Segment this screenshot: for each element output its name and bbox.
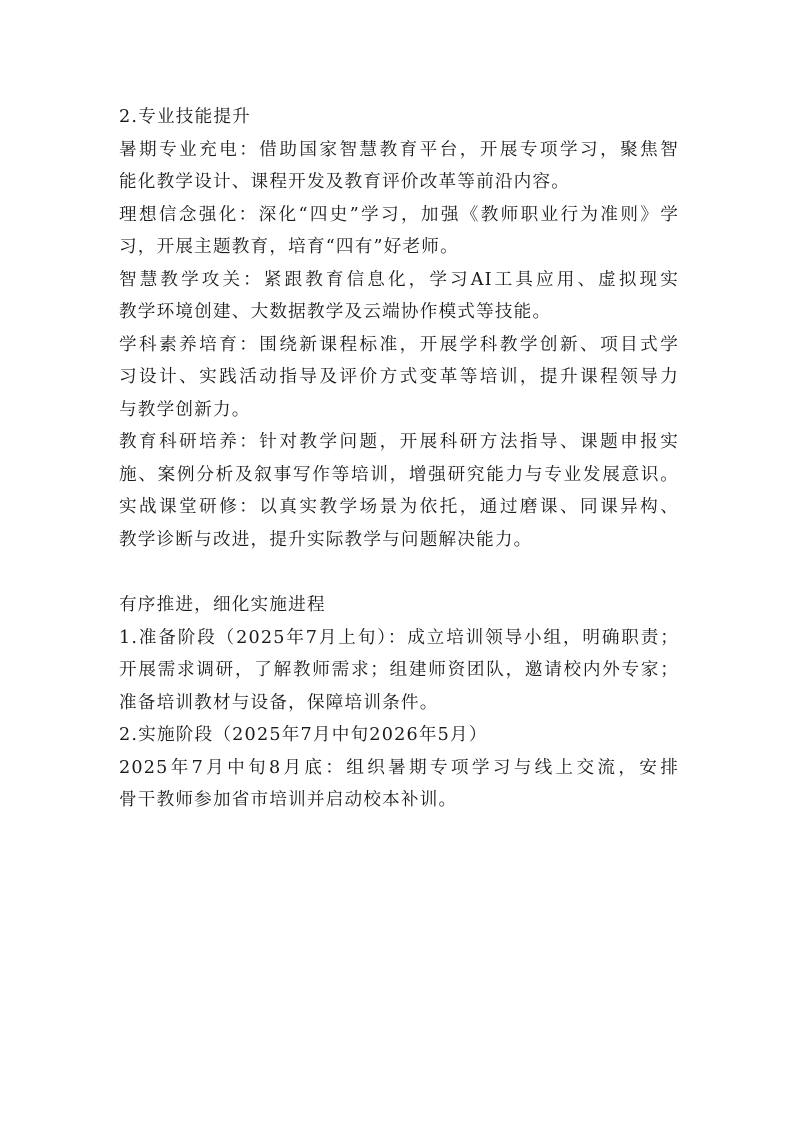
paragraph-line: 习，开展主题教育，培育“四有”好老师。 [119, 237, 459, 257]
paragraph-line: 理想信念强化：深化“四史”学习，加强《教师职业行为准则》学 [119, 204, 679, 225]
paragraph-research [119, 426, 679, 491]
blank-line [119, 556, 679, 589]
paragraph-line: 施、案例分析及叙事写作等培训，增强研究能力与专业发展意识。 [119, 464, 679, 485]
paragraph-line: 习设计、实践活动指导及评价方式变革等培训，提升课程领导力 [119, 367, 679, 387]
paragraph-line: 能化教学设计、课程开发及教育评价改革等前沿内容。 [119, 172, 571, 192]
paragraph-line: 实战课堂研修：以真实教学场景为依托，通过磨课、同课异构、 [119, 497, 679, 517]
paragraph-line: 智慧教学攻关：紧跟教育信息化，学习AI工具应用、虚拟现实 [119, 269, 679, 290]
paragraph-summer-study [119, 134, 679, 199]
paragraph-line: 1.准备阶段（2025年7月上旬）：成立培训领导小组，明确职责； [119, 627, 679, 648]
document-page [119, 101, 679, 817]
paragraph-line: 骨干教师参加省市培训并启动校本补训。 [119, 790, 458, 810]
paragraph-line: 与教学创新力。 [119, 399, 251, 420]
paragraph-implementation-stage [119, 719, 679, 752]
paragraph-line: 暑期专业充电：借助国家智慧教育平台，开展专项学习，聚焦智 [119, 139, 679, 160]
paragraph-line: 准备培训教材与设备，保障培训条件。 [119, 692, 439, 713]
paragraph-line: 2025年7月中旬8月底：组织暑期专项学习与线上交流，安排 [119, 757, 679, 778]
paragraph-smart-teaching [119, 264, 679, 329]
paragraph-line: 教育科研培养：针对教学问题，开展科研方法指导、课题申报实 [119, 432, 679, 452]
paragraph-line: 开展需求调研，了解教师需求；组建师资团队，邀请校内外专家； [119, 660, 679, 680]
paragraph-subject-literacy [119, 329, 679, 427]
paragraph-line: 2.实施阶段（2025年7月中旬2026年5月） [119, 725, 488, 745]
section-heading-implementation: 有序推进，细化实施进程 [119, 595, 326, 615]
paragraph-line: 教学诊断与改进，提升实际教学与问题解决能力。 [119, 529, 533, 550]
paragraph-summer-schedule [119, 752, 679, 817]
paragraph-line: 教学环境创建、大数据教学及云端协作模式等技能。 [119, 302, 552, 322]
paragraph-ideals [119, 199, 679, 264]
paragraph-preparation-stage [119, 622, 679, 720]
paragraph-classroom-practice [119, 491, 679, 556]
paragraph-line: 学科素养培育：围绕新课程标准，开展学科教学创新、项目式学 [119, 334, 679, 355]
section-heading: 2.专业技能提升 [119, 107, 251, 127]
